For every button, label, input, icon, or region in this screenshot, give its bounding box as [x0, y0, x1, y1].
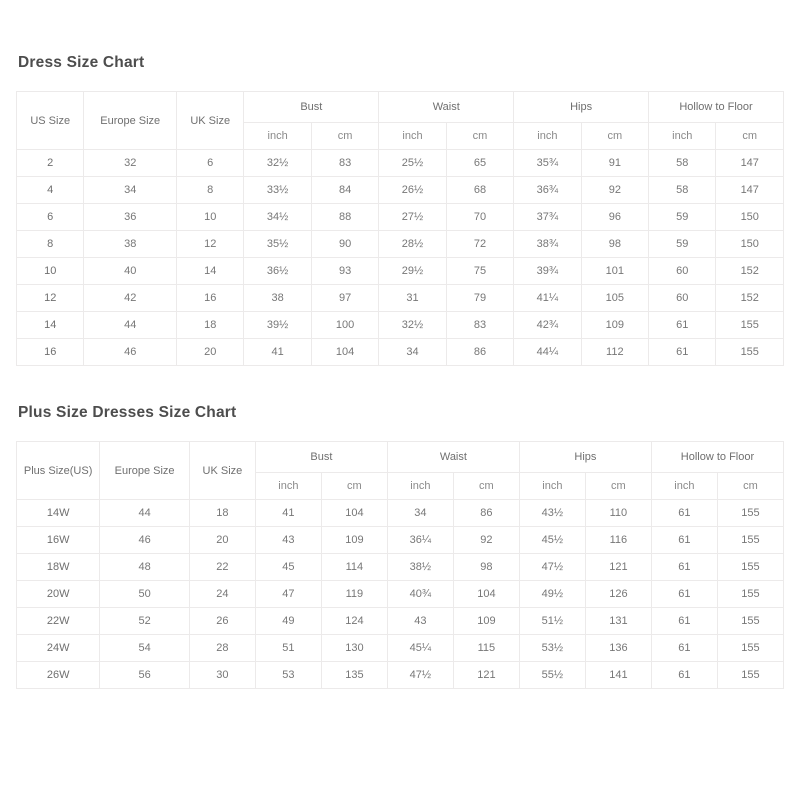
- table-cell: 41: [255, 500, 321, 527]
- table-cell: 104: [311, 339, 378, 366]
- table-cell: 121: [453, 662, 519, 689]
- column-header-hips: Hips: [514, 92, 649, 123]
- unit-bust-inch: inch: [244, 123, 311, 150]
- table-cell: 116: [585, 527, 651, 554]
- table-cell: 45: [255, 554, 321, 581]
- table-cell: 46: [84, 339, 177, 366]
- table-cell: 55½: [519, 662, 585, 689]
- column-header-waist: Waist: [387, 442, 519, 473]
- table-row: [17, 662, 784, 689]
- table-cell: 147: [716, 177, 784, 204]
- table-cell: 61: [651, 581, 717, 608]
- table-row: [17, 554, 784, 581]
- table-row: [17, 608, 784, 635]
- dress-size-chart-table: [16, 91, 784, 366]
- table-cell: 109: [321, 527, 387, 554]
- table-cell: 84: [311, 177, 378, 204]
- table-cell: 41¼: [514, 285, 581, 312]
- table-cell: 10: [17, 258, 84, 285]
- table-cell: 110: [585, 500, 651, 527]
- table-cell: 54: [100, 635, 190, 662]
- unit-waist-inch: inch: [387, 473, 453, 500]
- column-header-europe-size: Europe Size: [84, 92, 177, 150]
- table-cell: 34: [379, 339, 446, 366]
- table-cell: 38: [244, 285, 311, 312]
- table-row: [17, 581, 784, 608]
- unit-bust-inch: inch: [255, 473, 321, 500]
- table-cell: 72: [446, 231, 513, 258]
- table-cell: 26: [189, 608, 255, 635]
- column-header-hollow-to-floor: Hollow to Floor: [651, 442, 783, 473]
- table-cell: 27½: [379, 204, 446, 231]
- table-cell: 36¼: [387, 527, 453, 554]
- table-cell: 43: [387, 608, 453, 635]
- unit-bust-cm: cm: [321, 473, 387, 500]
- table-cell: 59: [649, 231, 716, 258]
- plus-size-chart-table: [16, 441, 784, 689]
- table-cell: 40: [84, 258, 177, 285]
- table-cell: 38¾: [514, 231, 581, 258]
- table-cell: 34½: [244, 204, 311, 231]
- table-cell: 32½: [244, 150, 311, 177]
- table-cell: 92: [581, 177, 648, 204]
- table-cell: 119: [321, 581, 387, 608]
- column-header-us-size: US Size: [17, 92, 84, 150]
- page-title-dress-size-chart: Dress Size Chart: [18, 54, 145, 71]
- table-cell: 25½: [379, 150, 446, 177]
- table-cell: 49: [255, 608, 321, 635]
- table-cell: 61: [651, 608, 717, 635]
- table-row: [17, 177, 784, 204]
- table-cell: 136: [585, 635, 651, 662]
- unit-hollow-cm: cm: [716, 123, 784, 150]
- table-cell: 68: [446, 177, 513, 204]
- table-header-row: [17, 92, 784, 123]
- table-cell: 18: [176, 312, 243, 339]
- table-cell: 16: [17, 339, 84, 366]
- table-cell: 86: [453, 500, 519, 527]
- table-cell: 83: [311, 150, 378, 177]
- table-cell: 45¼: [387, 635, 453, 662]
- table-cell: 135: [321, 662, 387, 689]
- table-cell: 35½: [244, 231, 311, 258]
- table-cell: 115: [453, 635, 519, 662]
- unit-hips-inch: inch: [514, 123, 581, 150]
- unit-hips-inch: inch: [519, 473, 585, 500]
- table-cell: 60: [649, 258, 716, 285]
- unit-waist-cm: cm: [446, 123, 513, 150]
- table-cell: 45½: [519, 527, 585, 554]
- table-cell: 65: [446, 150, 513, 177]
- unit-waist-inch: inch: [379, 123, 446, 150]
- table-cell: 12: [176, 231, 243, 258]
- table-cell: 51: [255, 635, 321, 662]
- table-cell: 44¼: [514, 339, 581, 366]
- table-cell: 141: [585, 662, 651, 689]
- table-cell: 30: [189, 662, 255, 689]
- table-cell: 61: [651, 662, 717, 689]
- table-cell: 36¾: [514, 177, 581, 204]
- table-cell: 50: [100, 581, 190, 608]
- table-row: [17, 500, 784, 527]
- table-cell: 2: [17, 150, 84, 177]
- table-cell: 90: [311, 231, 378, 258]
- table-cell: 14: [17, 312, 84, 339]
- table-cell: 47: [255, 581, 321, 608]
- table-cell: 39½: [244, 312, 311, 339]
- table-header-row: [17, 442, 784, 473]
- table-cell: 104: [321, 500, 387, 527]
- table-cell: 155: [717, 635, 783, 662]
- plus-size-chart-body: [17, 500, 784, 689]
- table-cell: 91: [581, 150, 648, 177]
- table-cell: 52: [100, 608, 190, 635]
- table-cell: 42¾: [514, 312, 581, 339]
- table-cell: 56: [100, 662, 190, 689]
- table-cell: 34: [84, 177, 177, 204]
- table-cell: 152: [716, 285, 784, 312]
- table-cell: 6: [17, 204, 84, 231]
- table-cell: 43½: [519, 500, 585, 527]
- table-cell: 22: [189, 554, 255, 581]
- table-row: [17, 527, 784, 554]
- table-cell: 18W: [17, 554, 100, 581]
- table-cell: 16: [176, 285, 243, 312]
- table-cell: 33½: [244, 177, 311, 204]
- table-cell: 155: [717, 527, 783, 554]
- table-cell: 155: [717, 608, 783, 635]
- table-cell: 47½: [519, 554, 585, 581]
- column-header-europe-size: Europe Size: [100, 442, 190, 500]
- unit-hollow-cm: cm: [717, 473, 783, 500]
- table-row: [17, 635, 784, 662]
- table-cell: 70: [446, 204, 513, 231]
- table-row: [17, 312, 784, 339]
- table-cell: 155: [717, 662, 783, 689]
- table-cell: 38½: [387, 554, 453, 581]
- table-cell: 53½: [519, 635, 585, 662]
- table-cell: 61: [651, 554, 717, 581]
- table-cell: 26W: [17, 662, 100, 689]
- table-cell: 18: [189, 500, 255, 527]
- table-cell: 51½: [519, 608, 585, 635]
- table-cell: 14: [176, 258, 243, 285]
- table-cell: 58: [649, 177, 716, 204]
- table-cell: 35¾: [514, 150, 581, 177]
- table-cell: 124: [321, 608, 387, 635]
- table-cell: 46: [100, 527, 190, 554]
- table-row: [17, 258, 784, 285]
- table-cell: 98: [453, 554, 519, 581]
- unit-hips-cm: cm: [585, 473, 651, 500]
- column-header-plus-size-us: Plus Size(US): [17, 442, 100, 500]
- table-cell: 112: [581, 339, 648, 366]
- table-row: [17, 339, 784, 366]
- table-row: [17, 285, 784, 312]
- table-cell: 105: [581, 285, 648, 312]
- table-cell: 152: [716, 258, 784, 285]
- table-cell: 126: [585, 581, 651, 608]
- table-cell: 155: [717, 554, 783, 581]
- table-cell: 37¾: [514, 204, 581, 231]
- table-cell: 8: [17, 231, 84, 258]
- table-cell: 32½: [379, 312, 446, 339]
- table-cell: 42: [84, 285, 177, 312]
- table-cell: 114: [321, 554, 387, 581]
- unit-hips-cm: cm: [581, 123, 648, 150]
- table-cell: 75: [446, 258, 513, 285]
- table-cell: 155: [716, 339, 784, 366]
- table-row: [17, 231, 784, 258]
- table-cell: 155: [717, 500, 783, 527]
- column-header-bust: Bust: [244, 92, 379, 123]
- table-cell: 16W: [17, 527, 100, 554]
- table-cell: 41: [244, 339, 311, 366]
- table-cell: 109: [453, 608, 519, 635]
- table-cell: 44: [100, 500, 190, 527]
- unit-hollow-inch: inch: [649, 123, 716, 150]
- table-cell: 150: [716, 204, 784, 231]
- table-cell: 40¾: [387, 581, 453, 608]
- table-cell: 101: [581, 258, 648, 285]
- table-cell: 61: [651, 500, 717, 527]
- table-cell: 8: [176, 177, 243, 204]
- table-cell: 6: [176, 150, 243, 177]
- table-cell: 79: [446, 285, 513, 312]
- table-cell: 26½: [379, 177, 446, 204]
- table-cell: 31: [379, 285, 446, 312]
- table-cell: 83: [446, 312, 513, 339]
- table-cell: 100: [311, 312, 378, 339]
- page-title-plus-size-chart: Plus Size Dresses Size Chart: [18, 404, 237, 421]
- table-cell: 93: [311, 258, 378, 285]
- dress-size-chart-body: [17, 150, 784, 366]
- table-cell: 20W: [17, 581, 100, 608]
- table-cell: 60: [649, 285, 716, 312]
- table-cell: 28½: [379, 231, 446, 258]
- table-cell: 121: [585, 554, 651, 581]
- table-cell: 147: [716, 150, 784, 177]
- table-cell: 10: [176, 204, 243, 231]
- column-header-hips: Hips: [519, 442, 651, 473]
- table-cell: 20: [189, 527, 255, 554]
- table-cell: 88: [311, 204, 378, 231]
- table-cell: 58: [649, 150, 716, 177]
- table-cell: 14W: [17, 500, 100, 527]
- column-header-uk-size: UK Size: [176, 92, 243, 150]
- table-cell: 97: [311, 285, 378, 312]
- table-cell: 131: [585, 608, 651, 635]
- table-cell: 155: [716, 312, 784, 339]
- unit-bust-cm: cm: [311, 123, 378, 150]
- table-cell: 48: [100, 554, 190, 581]
- table-cell: 61: [649, 312, 716, 339]
- table-cell: 44: [84, 312, 177, 339]
- table-row: [17, 150, 784, 177]
- table-cell: 34: [387, 500, 453, 527]
- table-cell: 104: [453, 581, 519, 608]
- table-cell: 61: [651, 635, 717, 662]
- table-cell: 36: [84, 204, 177, 231]
- column-header-hollow-to-floor: Hollow to Floor: [649, 92, 784, 123]
- table-cell: 49½: [519, 581, 585, 608]
- table-cell: 39¾: [514, 258, 581, 285]
- table-cell: 24W: [17, 635, 100, 662]
- table-cell: 29½: [379, 258, 446, 285]
- unit-hollow-inch: inch: [651, 473, 717, 500]
- table-cell: 109: [581, 312, 648, 339]
- table-cell: 61: [651, 527, 717, 554]
- table-cell: 92: [453, 527, 519, 554]
- table-cell: 12: [17, 285, 84, 312]
- table-cell: 150: [716, 231, 784, 258]
- table-row: [17, 204, 784, 231]
- column-header-uk-size: UK Size: [189, 442, 255, 500]
- table-cell: 38: [84, 231, 177, 258]
- table-cell: 32: [84, 150, 177, 177]
- table-cell: 36½: [244, 258, 311, 285]
- table-cell: 47½: [387, 662, 453, 689]
- table-cell: 130: [321, 635, 387, 662]
- unit-waist-cm: cm: [453, 473, 519, 500]
- table-cell: 20: [176, 339, 243, 366]
- table-cell: 98: [581, 231, 648, 258]
- table-cell: 28: [189, 635, 255, 662]
- table-cell: 86: [446, 339, 513, 366]
- table-cell: 4: [17, 177, 84, 204]
- table-cell: 53: [255, 662, 321, 689]
- column-header-bust: Bust: [255, 442, 387, 473]
- table-cell: 43: [255, 527, 321, 554]
- table-cell: 59: [649, 204, 716, 231]
- column-header-waist: Waist: [379, 92, 514, 123]
- table-cell: 24: [189, 581, 255, 608]
- table-cell: 96: [581, 204, 648, 231]
- table-cell: 22W: [17, 608, 100, 635]
- table-cell: 61: [649, 339, 716, 366]
- table-cell: 155: [717, 581, 783, 608]
